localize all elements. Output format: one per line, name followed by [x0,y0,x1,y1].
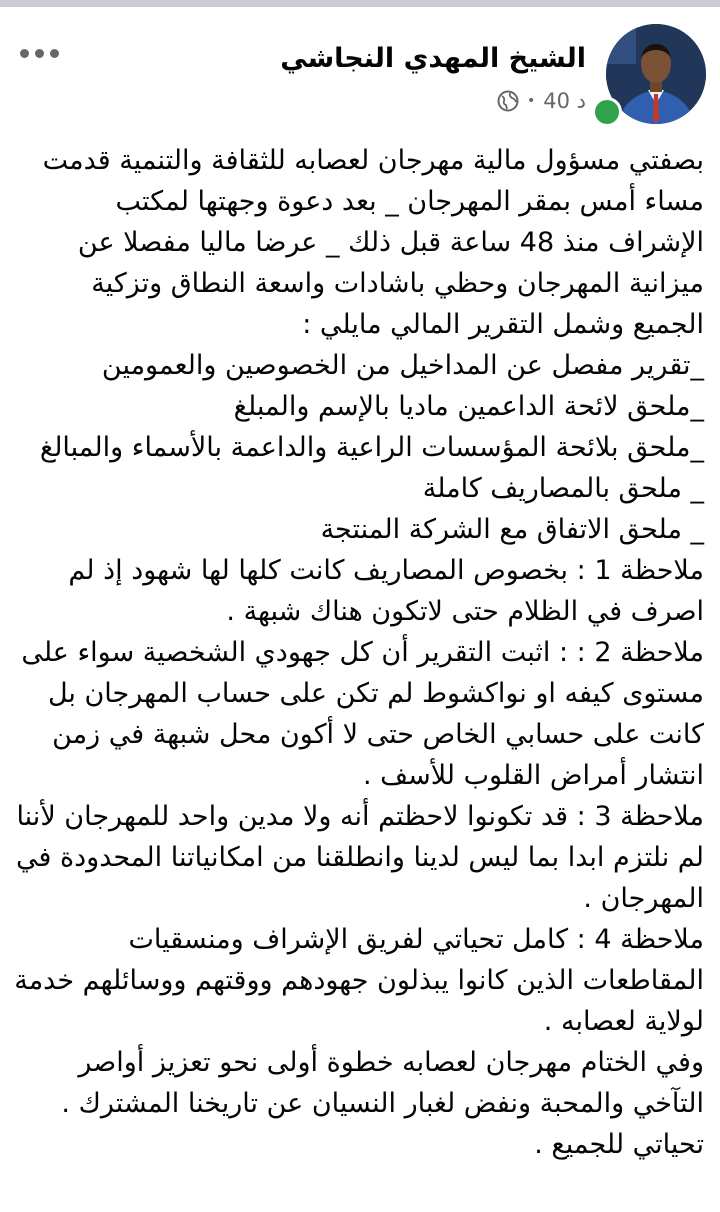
globe-icon [497,90,519,112]
post-meta [497,87,586,115]
post-time[interactable]: 40 د [543,89,586,113]
post-header [0,7,720,137]
post-paragraph: _ ملحق الاتفاق مع الشركة المنتجة [320,514,704,545]
post-paragraph: ملاحظة 3 : قد تكونوا لاحظتم أنه ولا مدين واحد للمهرجان لأننا لم نلتزم ابدا بما ليس لدينا وانطلقنا من امكانياتنا المحدودة في المهرجان . [16,801,704,914]
online-status-badge [592,97,622,127]
author-name[interactable]: الشيخ المهدي النجاشي [280,43,586,74]
post-paragraph: _ملحق بلائحة المؤسسات الراعية والداعمة بالأسماء والمبالغ [39,432,704,463]
post-paragraph: ملاحظة 4 : كامل تحياتي لفريق الإشراف ومنسقيات المقاطعات الذين كانوا يبذلون جهودهم ووقتهم ووسائلهم خدمة لولاية لعصابه . [14,924,704,1037]
post-paragraph: بصفتي مسؤول مالية مهرجان لعصابه للثقافة والتنمية قدمت مساء أمس بمقر المهرجان _ بعد دعوة وجهتها لمكتب الإشراف منذ 48 ساعة قبل ذلك _ عرضا ماليا مفصلا عن ميزانية المهرجان وحظي باشادات واسعة النطاق وتزكية الجميع وشمل التقرير المالي مايلي : [42,145,704,340]
post-paragraph: _ ملحق بالمصاريف كاملة [422,473,704,504]
post-body [14,140,704,1165]
top-divider [0,0,720,7]
meta-separator: • [526,93,536,109]
post-paragraph: _تقرير مفصل عن المداخيل من الخصوصين والعمومين [101,350,704,381]
more-options-icon[interactable] [20,49,59,58]
post-paragraph: وفي الختام مهرجان لعصابه خطوة أولى نحو تعزيز أواصر التآخي والمحبة ونفض لغبار النسيان عن تاريخنا المشترك . تحياتي للجميع . [61,1047,704,1160]
post-paragraph: _ملحق لائحة الداعمين ماديا بالإسم والمبلغ [233,391,704,422]
post-paragraph: ملاحظة 1 : بخصوص المصاريف كانت كلها لها شهود إذ لم اصرف في الظلام حتى لاتكون هناك شبهة . [68,555,704,627]
post-paragraph: ملاحظة 2 : : اثبت التقرير أن كل جهودي الشخصية سواء على مستوى كيفه او نواكشوط لم تكن على حساب المهرجان بل كانت على حسابي الخاص حتى لا أكون محل شبهة في زمن انتشار أمراض القلوب للأسف . [21,637,704,791]
